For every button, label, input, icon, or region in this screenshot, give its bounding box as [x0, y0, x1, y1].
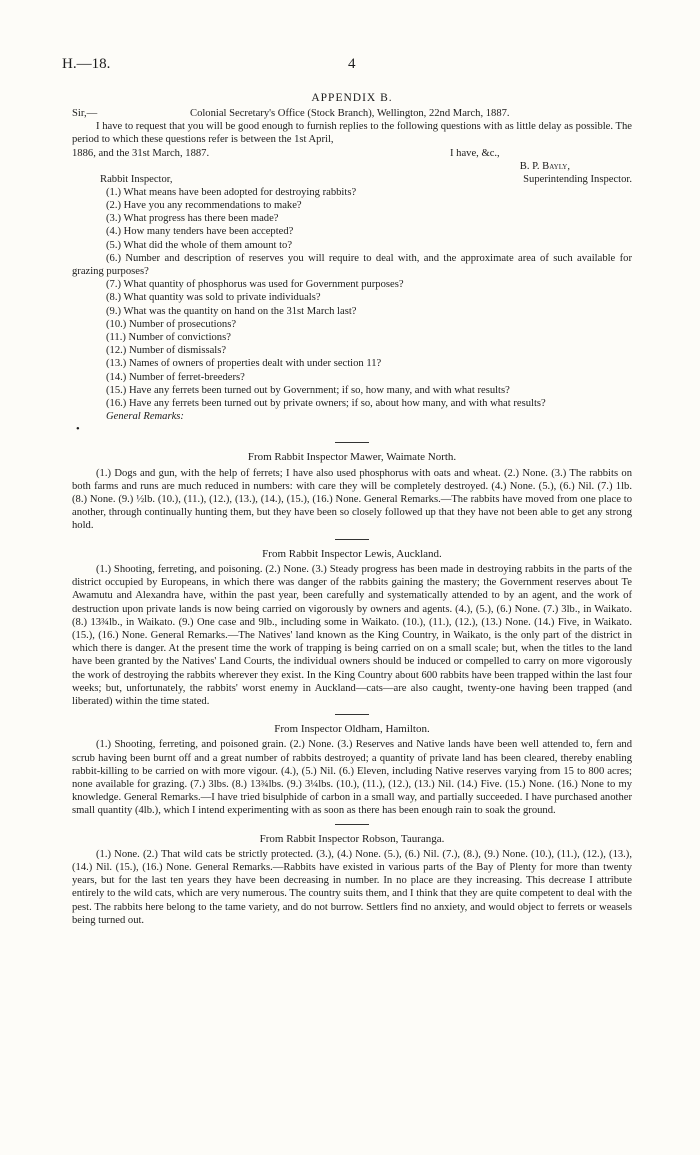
letter-period-end: 1886, and the 31st March, 1887.: [72, 147, 210, 159]
office-line: Colonial Secretary's Office (Stock Branch), Wellington, 22nd March, 1887.: [190, 108, 510, 120]
question-item: (11.) Number of convictions?: [106, 332, 231, 344]
question-item: (9.) What was the quantity on hand on the 31st March last?: [106, 305, 357, 317]
page-number: 4: [348, 56, 356, 72]
section-divider: [335, 714, 369, 715]
addressee-line: [72, 173, 632, 186]
report-title: From Rabbit Inspector Lewis, Auckland.: [262, 547, 442, 560]
addressee: Rabbit Inspector,: [100, 173, 173, 185]
letter-closing: [72, 147, 632, 160]
section-divider: [335, 539, 369, 540]
appendix-title: APPENDIX B.: [311, 92, 393, 104]
question-item: (1.) What means have been adopted for destroying rabbits?: [106, 186, 357, 198]
letter-body: I have to request that you will be good enough to furnish replies to the following questions with as little delay as possible. The period to which these questions refer is between the 1st April,: [72, 121, 632, 146]
question-item: (4.) How many tenders have been accepted?: [106, 226, 294, 238]
report-section: [72, 723, 632, 817]
signatory-title: Superintending Inspector.: [523, 173, 632, 185]
page-header: [62, 58, 638, 78]
question-item: (5.) What did the whole of them amount to?: [106, 239, 293, 251]
report-title: From Inspector Oldham, Hamilton.: [274, 723, 430, 736]
document-code: H.—18.: [62, 56, 111, 72]
stray-mark: •: [76, 424, 80, 436]
report-text: (1.) Shooting, ferreting, and poisoned grain. (2.) None. (3.) Reserves and Native lands have been well attended to, fern and scrub having been burnt off and a great number of rabbits destroyed; a quantity of private land has been cleared, thereby enabling rabbit-killing to be carried on with more vigour. (4.), (5.) Nil. (6.) Eleven, including Native reserves varying from 15 to 800 acres; none available for grazing. (7.) 3lbs. (8.) 13¾lbs. (9.) 3¼lbs. (10.), (11.), (12.), (13.) Nil. (14.) Five. (15.) None. (16.) None to my knowledge. General Remarks.—I have tried bisulphide of carbon in a small way, and partially succeeded. I have purchased another small quantity (4lb.), which I intend experimenting with as soon as there has been enough rain to soak the ground.: [72, 739, 632, 817]
report-text: (1.) Dogs and gun, with the help of ferrets; I have also used phosphorus with oats and wheat. (2.) None. (3.) The rabbits on both farms and runs are much reduced in numbers: with care they will be completely destroyed. (4.) None. (5.), (6.) Nil. (7.) 1lb. (8.) None. (9.) ½lb. (10.), (11.), (12.), (13.), (14.), (15.), (16.) None. General Remarks.—The rabbits have moved from one place to another, through continually hunting them, but they have been so closely followed up that they have not been able to get any strong hold.: [72, 467, 632, 532]
general-remarks-label: General Remarks:: [106, 411, 184, 423]
question-item: (16.) Have any ferrets been turned out by private owners; if so, about how many, and with what results?: [106, 398, 546, 410]
page-content: [72, 92, 632, 927]
question-item: (6.) Number and description of reserves you will require to deal with, and the approximate area of such available for grazing purposes?: [72, 252, 632, 278]
question-item: (14.) Number of ferret-breeders?: [106, 371, 245, 383]
report-section: [72, 548, 632, 708]
report-text: (1.) Shooting, ferreting, and poisoning. (2.) None. (3.) Steady progress has been made in destroying rabbits in the parts of the district occupied by Europeans, in which there was danger of the rabbits gaining the mastery; the Government reserves about Te Awamutu and Alexandra have, within the past year, been carefully and systematically attended to by an agent, and the work of destruction upon private lands is now being carried on vigorously by owners and agents. (4.), (5.), (6.) None. (7.) 3lb., in Waikato. (8.) 13¾lb., in Waikato. (9.) One case and 9lb., including some in Waikato. (10.), (11.), (12.), (13.) None. (14.) Five, in Waikato. (15.), (16.) None. General Remarks.—The Natives' land known as the King Country, in Waikato, is the only part of the district in which there is danger. At the present time the work of trapping is being carried on on a small scale; but, when the titles to the land have been granted by the Natives' Land Courts, the individual owners should be induced or compelled to carry on more vigorously the work of destroying the rabbits wherever they exist. In the King Country about 600 rabbits have been trapped within the last four weeks; but, unfortunately, the rabbits' worst enemy in Auckland—cats—are also caught, twenty-one having been trapped (and liberated) within the time stated.: [72, 563, 632, 707]
report-title: From Rabbit Inspector Mawer, Waimate North.: [247, 451, 457, 464]
question-item: (7.) What quantity of phosphorus was used for Government purposes?: [106, 279, 404, 291]
letter-heading: [72, 107, 632, 120]
question-item: (13.) Names of owners of properties dealt with under section 11?: [106, 358, 382, 370]
question-item: (2.) Have you any recommendations to make?: [106, 200, 302, 212]
report-section: [72, 451, 632, 532]
question-item: (8.) What quantity was sold to private individuals?: [106, 292, 321, 304]
question-item: (15.) Have any ferrets been turned out by Government; if so, how many, and with what results?: [106, 384, 510, 396]
signatory-name: B. P. Bayly,: [519, 160, 570, 172]
salutation: Sir,—: [72, 108, 98, 120]
letter-valediction: I have, &c.,: [450, 147, 500, 159]
report-title: From Rabbit Inspector Robson, Tauranga.: [259, 832, 445, 845]
section-divider: [335, 824, 369, 825]
question-item: (10.) Number of prosecutions?: [106, 318, 237, 330]
question-item: (12.) Number of dismissals?: [106, 345, 227, 357]
report-section: [72, 833, 632, 927]
section-divider: [335, 442, 369, 443]
report-text: (1.) None. (2.) That wild cats be strictly protected. (3.), (4.) None. (5.), (6.) Nil. (7.), (8.), (9.) None. (10.), (11.), (12.), (13.), (14.) Nil. (15.), (16.) None. General Remarks.—Rabbits have existed in various parts of the Bay of Plenty for more than twenty years, but for the last ten years they have been decreasing in number. In no place are they increasing. This decrease I attribute entirely to the wild cats, which are very numerous. The country suits them, and I think that they are quite competent to deal with the pest. The rabbits here belong to the tame variety, and do not burrow. Settlers find no anxiety, and would object to ferrets or weasels being turned out.: [72, 848, 632, 926]
question-item: (3.) What progress has there been made?: [106, 213, 279, 225]
questions-list: [72, 186, 632, 410]
